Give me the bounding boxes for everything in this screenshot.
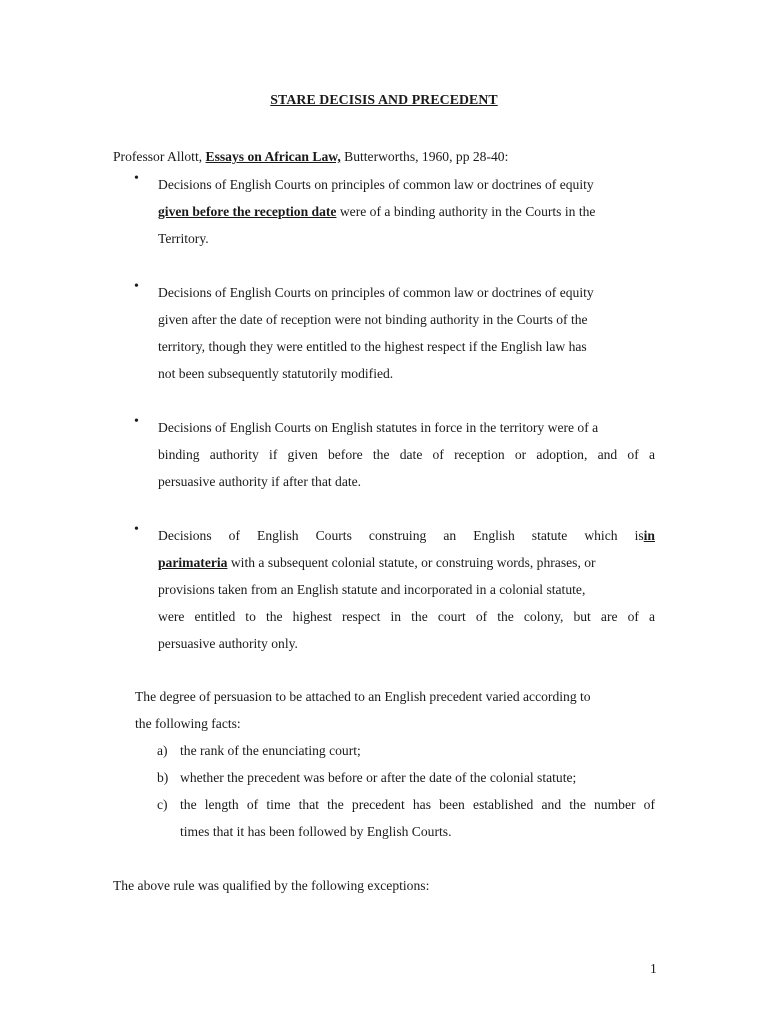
- document-title: STARE DECISIS AND PRECEDENT: [270, 92, 498, 107]
- bullet-1-emphasis: given before the reception date: [158, 204, 337, 219]
- bullet-4-line-1: [158, 522, 655, 549]
- bullet-1-line-2: [158, 198, 595, 225]
- bullet-4-line-5: persuasive authority only.: [158, 636, 298, 651]
- bullet-4-line-1-text: Decisions of English Courts construing an English statute which is: [158, 528, 644, 543]
- bullet-4-emphasis-parimateria: parimateria: [158, 555, 228, 570]
- bullet-3-line-1: Decisions of English Courts on English statutes in force in the territory were of a: [158, 420, 599, 435]
- bullet-4-line-2: [158, 549, 596, 576]
- bullet-4-emphasis-in: in: [643, 528, 655, 543]
- list-item-continuation: times that it has been followed by English Courts.: [180, 824, 452, 839]
- citation-suffix: Butterworths, 1960, pp 28-40:: [340, 149, 509, 164]
- degree-line-1: The degree of persuasion to be attached to an English precedent varied according to: [135, 689, 591, 704]
- list-marker: b): [157, 770, 169, 785]
- list-item: whether the precedent was before or after the date of the colonial statute;: [180, 770, 577, 785]
- bullet-3-line-2: binding authority if given before the date of reception or adoption, and of a: [158, 447, 655, 462]
- bullet-2-line-3: territory, though they were entitled to the highest respect if the English law has: [158, 339, 587, 354]
- bullet-marker: •: [134, 522, 139, 537]
- list-marker: a): [157, 743, 168, 758]
- degree-line-2: the following facts:: [135, 716, 241, 731]
- bullet-2-line-4: not been subsequently statutorily modified.: [158, 366, 394, 381]
- bullet-1-line-2-rest: were of a binding authority in the Courts in the: [336, 204, 596, 219]
- page-number: 1: [650, 961, 657, 976]
- bullet-2-line-1: Decisions of English Courts on principles of common law or doctrines of equity: [158, 285, 594, 300]
- bullet-marker: •: [134, 414, 139, 429]
- citation-line: [113, 143, 508, 170]
- bullet-4-line-2-rest: with a subsequent colonial statute, or construing words, phrases, or: [227, 555, 596, 570]
- bullet-1-line-1: Decisions of English Courts on principles of common law or doctrines of equity: [158, 177, 594, 192]
- bullet-marker: •: [134, 279, 139, 294]
- list-item: the length of time that the precedent has been established and the number of: [180, 797, 655, 812]
- citation-prefix: Professor Allott,: [113, 149, 206, 164]
- list-item: the rank of the enunciating court;: [180, 743, 361, 758]
- bullet-4-line-4: were entitled to the highest respect in the court of the colony, but are of a: [158, 609, 655, 624]
- closing-line: The above rule was qualified by the following exceptions:: [113, 878, 430, 893]
- bullet-1-line-3: Territory.: [158, 231, 209, 246]
- bullet-4-line-3: provisions taken from an English statute and incorporated in a colonial statute,: [158, 582, 586, 597]
- bullet-3-line-3: persuasive authority if after that date.: [158, 474, 362, 489]
- citation-book-title: Essays on African Law,: [205, 149, 341, 164]
- bullet-2-line-2: given after the date of reception were not binding authority in the Courts of the: [158, 312, 588, 327]
- bullet-marker: •: [134, 171, 139, 186]
- list-marker: c): [157, 797, 168, 812]
